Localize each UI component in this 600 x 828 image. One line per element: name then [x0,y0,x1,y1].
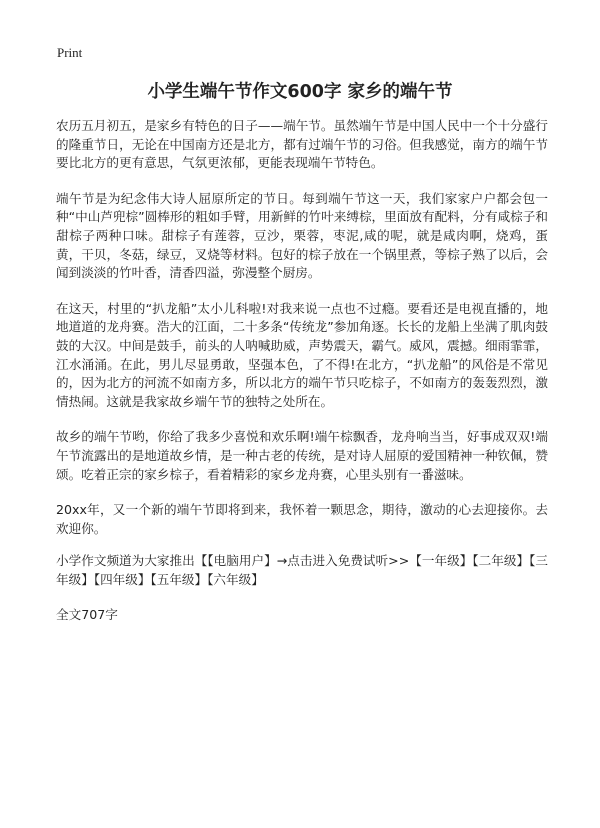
grade-link-1[interactable]: 【一年级】 [409,553,473,569]
article-body [56,117,548,606]
word-count: 全文707字 [56,607,118,622]
paragraph-2: 端午节是为纪念伟大诗人屈原所定的节日。每到端午节这一天，我们家家户户都会包一种“中山芦兜棕”圆棒形的粗如手臂，用新鲜的竹叶来缚棕，里面放有配料，分有咸棕子和甜棕子两种口味。甜棕子有莲蓉，豆沙，栗蓉，枣泥,咸的呢，就是咸肉啊，烧鸡，蛋黄，干贝，冬菇，绿豆，叉烧等材料。包好的棕子放在一个锅里煮，等棕子熟了以后，会闻到淡淡的竹叶香，清香四溢，弥漫整个厨房。 [56,190,548,281]
paragraph-1: 农历五月初五，是家乡有特色的日子——端午节。虽然端午节是中国人民中一个十分盛行的隆重节日，无论在中国南方还是北方，都有过端午节的习俗。但我感觉，南方的端午节要比北方的更有意思，气氛更浓郁，更能表现端午节特色。 [56,118,548,171]
paragraph-5: 20xx年，又一个新的端午节即将到来，我怀着一颗思念，期待，激动的心去迎接你。去欢迎你。 [56,502,548,536]
grade-link-3[interactable]: 【三年级】 [56,553,549,587]
grade-link-6[interactable]: 【六年级】 [207,571,264,587]
grade-link-5[interactable]: 【五年级】 [150,571,208,587]
print-link[interactable]: Print [57,45,83,60]
article-title: 小学生端午节作文600字 家乡的端午节 [147,82,453,102]
paragraph-3: 在这天，村里的“扒龙船”太小儿科啦!对我来说一点也不过瘾。要看还是电视直播的，地地道道的龙舟赛。浩大的江面，二十多条“传统龙”参加角逐。长长的龙船上坐满了肌肉鼓鼓的大汉。中间是鼓手，前头的人呐喊助威，声势震天，霸气。威风，震撼。细雨霏霏，江水涌涌。在此，男儿尽显勇敢，坚强本色，了不得!在北方，“扒龙船”的风俗是不常见的，因为北方的河流不如南方多，所以北方的端午节只吃棕子，不如南方的轰轰烈烈，激情热闹。这就是我家故乡端午节的独特之处所在。 [56,300,548,409]
grade-link-2[interactable]: 【二年级】 [472,553,530,569]
grade-link-4[interactable]: 【四年级】 [93,571,151,587]
promo-line [56,552,548,589]
promo-intro[interactable]: 小学作文频道为大家推出【【电脑用户】→点击进入免费试听>> [56,553,410,569]
paragraph-4: 故乡的端午节哟，你给了我多少喜悦和欢乐啊!端午棕飘香，龙舟响当当，好事成双双!端午节流露出的是地道故乡情，是一种古老的传统，是对诗人屈原的爱国精神一种钦佩，赞颂。吃着正宗的家乡棕子，看着精彩的家乡龙舟赛，心里头别有一番滋味。 [56,429,548,482]
